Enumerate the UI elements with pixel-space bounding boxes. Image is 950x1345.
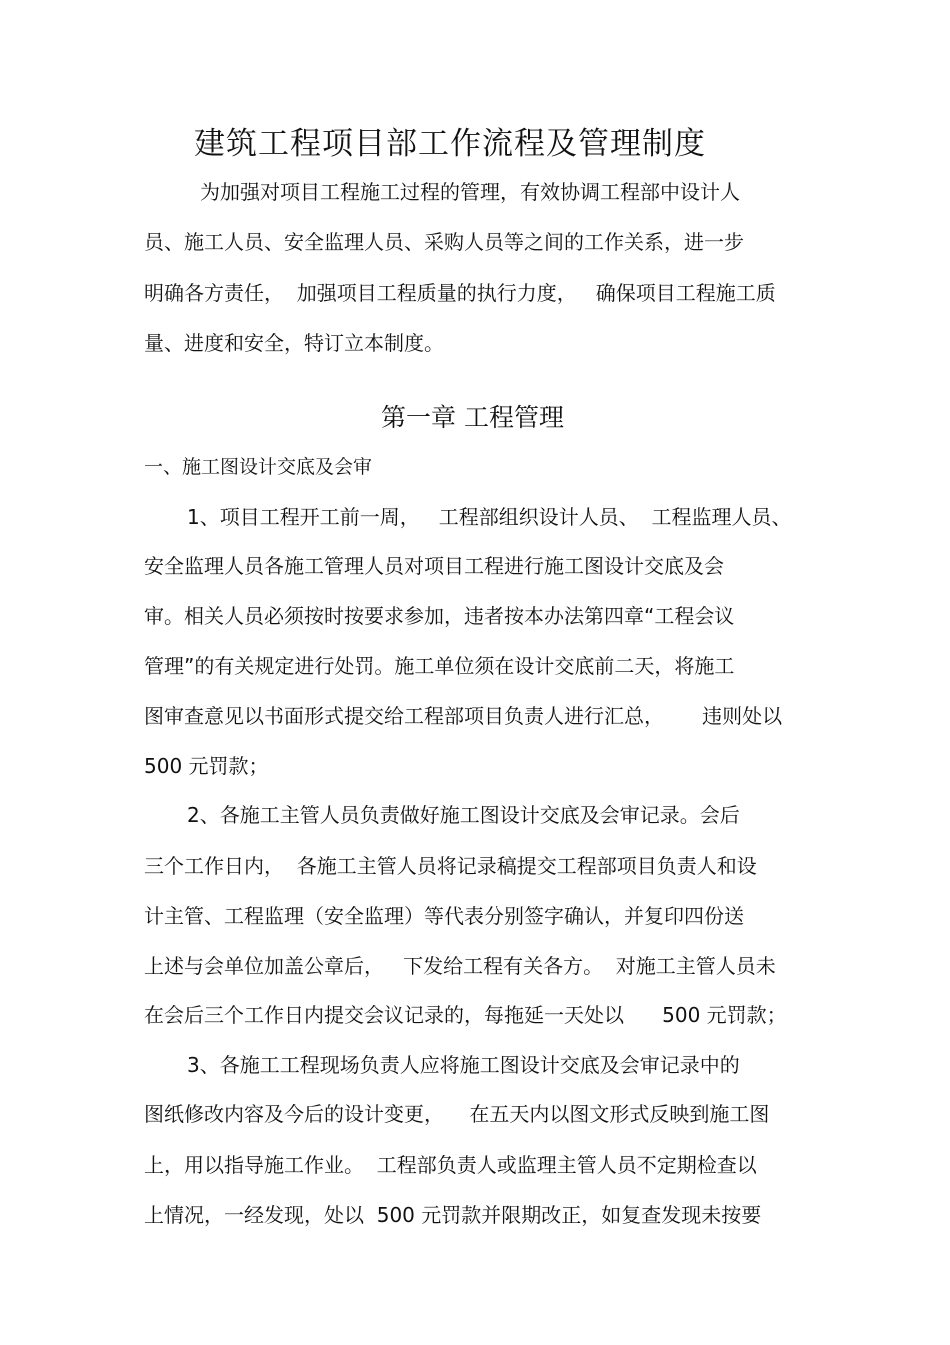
intro-line: 为加强对项目工程施工过程的管理，有效协调工程部中设计人 <box>200 180 740 204</box>
document-title: 建筑工程项目部工作流程及管理制度 <box>194 126 706 162</box>
paragraph-line: 上，用以指导施工作业。 工程部负责人或监理主管人员不定期检查以 <box>144 1153 757 1177</box>
intro-line: 量、进度和安全，特订立本制度。 <box>144 331 444 355</box>
paragraph-line: 500 元罚款； <box>144 754 269 778</box>
intro-line: 员、施工人员、安全监理人员、采购人员等之间的工作关系，进一步 <box>144 230 744 254</box>
section-title: 一、施工图设计交底及会审 <box>144 456 373 478</box>
paragraph-line: 2、各施工主管人员负责做好施工图设计交底及会审记录。会后 <box>187 803 740 827</box>
paragraph-line: 1、项目工程开工前一周， 工程部组织设计人员、 工程监理人员、 <box>187 505 792 529</box>
paragraph-line: 3、各施工工程现场负责人应将施工图设计交底及会审记录中的 <box>187 1053 740 1077</box>
paragraph-line: 图纸修改内容及今后的设计变更， 在五天内以图文形式反映到施工图 <box>144 1102 770 1126</box>
chapter-title: 第一章 工程管理 <box>381 403 564 432</box>
paragraph-line: 图审查意见以书面形式提交给工程部项目负责人进行汇总， 违则处以 <box>144 704 783 728</box>
paragraph-line: 安全监理人员各施工管理人员对项目工程进行施工图设计交底及会 <box>144 554 724 578</box>
paragraph-line: 上情况，一经发现，处以 500 元罚款并限期改正，如复查发现未按要 <box>144 1203 762 1227</box>
paragraph-line: 在会后三个工作日内提交会议记录的，每拖延一天处以 500 元罚款； <box>144 1003 787 1027</box>
paragraph-line: 审。相关人员必须按时按要求参加，违者按本办法第四章“工程会议 <box>144 604 735 628</box>
paragraph-line: 三个工作日内， 各施工主管人员将记录稿提交工程部项目负责人和设 <box>144 854 757 878</box>
intro-line: 明确各方责任， 加强项目工程质量的执行力度， 确保项目工程施工质 <box>144 281 776 305</box>
paragraph-line: 上述与会单位加盖公章后， 下发给工程有关各方。 对施工主管人员未 <box>144 954 776 978</box>
paragraph-line: 管理”的有关规定进行处罚。施工单位须在设计交底前二天，将施工 <box>144 654 735 678</box>
paragraph-line: 计主管、工程监理（安全监理）等代表分别签字确认，并复印四份送 <box>144 904 744 928</box>
